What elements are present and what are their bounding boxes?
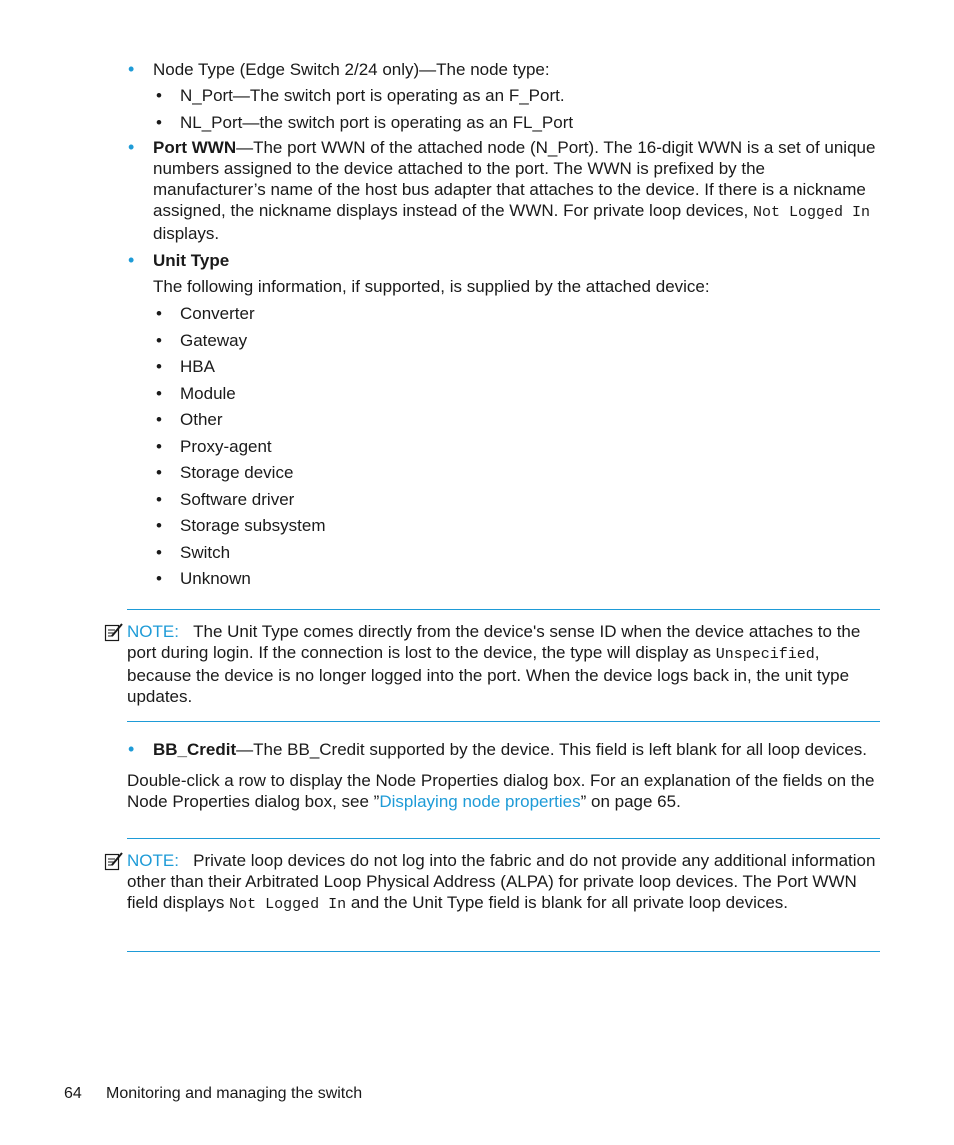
unit-type-intro: The following information, if supported, is supplied by the attached device: [153, 277, 710, 296]
unit-type-item: Converter [180, 304, 255, 323]
node-type-label: Node Type (Edge Switch 2/24 only)—The node type: [153, 60, 550, 79]
double-click-text-b: ” on page 65. [580, 792, 681, 811]
note-label: NOTE: [127, 622, 179, 641]
double-click-paragraph [127, 770, 880, 812]
bullet-icon: • [156, 516, 162, 535]
note-2-text-a: Private loop devices do not log into the fabric and do not provide any additional information other than their Arbitrated Loop Physical Address (ALPA) for private loop devices. The Port WWN field displays [127, 851, 876, 912]
bb-credit-term: BB_Credit [153, 740, 237, 759]
unit-type-item: Software driver [180, 490, 295, 509]
unit-type-item: Unknown [180, 569, 251, 588]
unit-type-item: Other [180, 410, 223, 429]
unit-type-item: Storage subsystem [180, 516, 326, 535]
node-type-item-nlport: NL_Port—the switch port is operating as an FL_Port [180, 113, 574, 132]
unit-type-item: Storage device [180, 463, 294, 482]
bullet-icon: • [128, 59, 135, 79]
port-wwn-paragraph [153, 137, 880, 244]
note-1-code: Unspecified [715, 646, 815, 663]
port-wwn-term: Port WWN [153, 138, 237, 157]
unit-type-item: Switch [180, 543, 231, 562]
bullet-icon: • [156, 410, 162, 429]
unit-type-item: HBA [180, 357, 215, 376]
note-label: NOTE: [127, 851, 179, 870]
node-type-item-nport: N_Port—The switch port is operating as an F_Port. [180, 86, 565, 105]
bullet-icon: • [156, 357, 162, 376]
double-click-text-a: Double-click a row to display the Node Properties dialog box. For an explanation of the fields on the Node Properties dialog box, see ” [127, 771, 875, 811]
bullet-icon: • [128, 739, 135, 759]
unit-type-item: Gateway [180, 331, 248, 350]
bullet-icon: • [156, 304, 162, 323]
bullet-icon: • [156, 463, 162, 482]
port-wwn-text: —The port WWN of the attached node (N_Port). The 16-digit WWN is a set of unique numbers assigned to the device attached to the port. The WWN is prefixed by the manufacturer’s name of the host bus adapter that attaches to the device. If there is a nickname assigned, the nickname displays instead of the WWN. For private loop devices, [153, 138, 876, 220]
bullet-icon: • [128, 137, 135, 157]
bullet-icon: • [156, 86, 162, 105]
bullet-icon: • [156, 569, 162, 588]
bullet-icon: • [128, 250, 135, 270]
bullet-icon: • [156, 384, 162, 403]
note-1 [127, 621, 880, 707]
note-top-rule [127, 609, 880, 610]
displaying-node-properties-link[interactable]: Displaying node properties [379, 792, 581, 811]
unit-type-term [153, 250, 229, 271]
bb-credit-paragraph [153, 739, 888, 760]
note-pencil-icon [104, 622, 124, 642]
port-wwn-tail: displays. [153, 224, 220, 243]
note-2 [127, 850, 880, 915]
bb-credit-text: —The BB_Credit supported by the device. This field is left blank for all loop devices. [236, 740, 868, 759]
note-bottom-rule [127, 721, 880, 722]
note-pencil-icon [104, 851, 124, 871]
bullet-icon: • [156, 437, 162, 456]
note-2-code: Not Logged In [229, 896, 347, 913]
bullet-icon: • [156, 490, 162, 509]
bullet-icon: • [156, 331, 162, 350]
note-top-rule [127, 838, 880, 839]
note-bottom-rule [127, 951, 880, 952]
unit-type-item: Module [180, 384, 236, 403]
bullet-icon: • [156, 543, 162, 562]
footer-title: Monitoring and managing the switch [106, 1085, 363, 1102]
note-1-text-b: , because the device is no longer logged into the port. When the device logs back in, the unit type updates. [127, 643, 850, 706]
note-2-text-b: and the Unit Type field is blank for all private loop devices. [346, 893, 789, 912]
unit-type-item: Proxy-agent [180, 437, 272, 456]
port-wwn-code: Not Logged In [753, 204, 871, 221]
page-number: 64 [64, 1085, 82, 1102]
bullet-icon: • [156, 113, 162, 132]
note-1-text-a: The Unit Type comes directly from the device's sense ID when the device attaches to the port during login. If the connection is lost to the device, the type will display as [127, 622, 861, 662]
unit-type-term-text: Unit Type [153, 251, 230, 270]
